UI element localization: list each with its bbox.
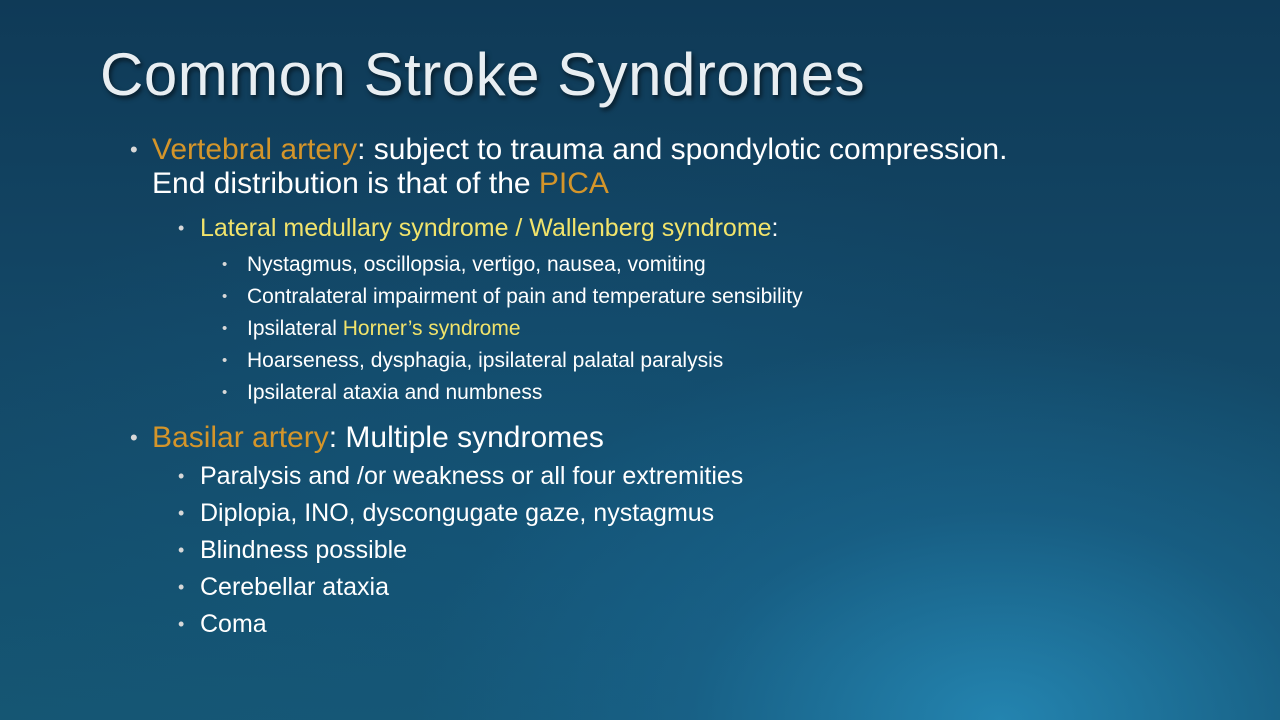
bullet-dot: • [222, 256, 228, 273]
basilar-symptom-text: Blindness possible [200, 536, 408, 564]
lateral-symptom-item [130, 285, 1230, 309]
vertebral-sep: : [357, 133, 366, 166]
lateral-symptom-text: Ipsilateral ataxia and numbness [247, 381, 543, 404]
bullet-dot: • [178, 614, 185, 634]
basilar-symptom-text: Diplopia, INO, dyscongugate gaze, nystagmus [200, 499, 715, 527]
basilar-text: Multiple syndromes [337, 421, 604, 454]
bullet-dot: • [222, 352, 228, 369]
lateral-symptom-text: Contralateral impairment of pain and temperature sensibility [247, 285, 803, 308]
basilar-symptom-text: Coma [200, 610, 267, 638]
horner-term: Horner’s syndrome [342, 317, 521, 340]
lateral-symptom-item [130, 349, 1230, 373]
horner-prefix: Ipsilateral [247, 317, 343, 340]
basilar-symptom-item [130, 572, 1230, 602]
bullet-dot: • [178, 466, 185, 486]
vertebral-text: subject to trauma and spondylotic compression. [365, 133, 1008, 166]
basilar-symptom-text: Paralysis and /or weakness or all four extremities [200, 462, 744, 490]
lateral-symptom-item-horner [130, 317, 1230, 341]
vertebral-line2: End distribution is that of the [152, 167, 539, 200]
basilar-sep: : [328, 421, 338, 454]
lateral-medullary-term: Lateral medullary syndrome / Wallenberg syndrome [200, 214, 772, 242]
pica-term: PICA [538, 167, 609, 200]
bullet-dot: • [178, 503, 185, 523]
slide-body [130, 133, 1230, 639]
basilar-symptom-item [130, 498, 1230, 528]
bullet-vertebral-artery [130, 133, 1230, 201]
slide-title: Common Stroke Syndromes [100, 41, 866, 108]
basilar-symptom-item [130, 535, 1230, 565]
lateral-symptom-item [130, 381, 1230, 405]
basilar-artery-term: Basilar artery [152, 421, 329, 454]
basilar-symptom-item [130, 461, 1230, 491]
lateral-symptom-text: Nystagmus, oscillopsia, vertigo, nausea, vomiting [247, 253, 706, 276]
bullet-dot: • [130, 425, 138, 450]
lateral-symptom-text: Hoarseness, dysphagia, ipsilateral palatal paralysis [247, 349, 724, 372]
bullet-dot: • [222, 288, 228, 305]
bullet-dot: • [178, 540, 185, 560]
basilar-symptom-text: Cerebellar ataxia [200, 573, 389, 601]
bullet-basilar-artery [130, 421, 1230, 455]
bullet-dot: • [222, 320, 228, 337]
bullet-dot: • [130, 137, 138, 162]
bullet-dot: • [222, 384, 228, 401]
vertebral-artery-term: Vertebral artery [152, 133, 358, 166]
bullet-lateral-medullary [130, 213, 1230, 243]
bullet-dot: • [178, 218, 185, 238]
lateral-symptom-item [130, 253, 1230, 277]
basilar-symptom-item [130, 609, 1230, 639]
bullet-dot: • [178, 577, 185, 597]
lateral-sep: : [771, 214, 779, 242]
